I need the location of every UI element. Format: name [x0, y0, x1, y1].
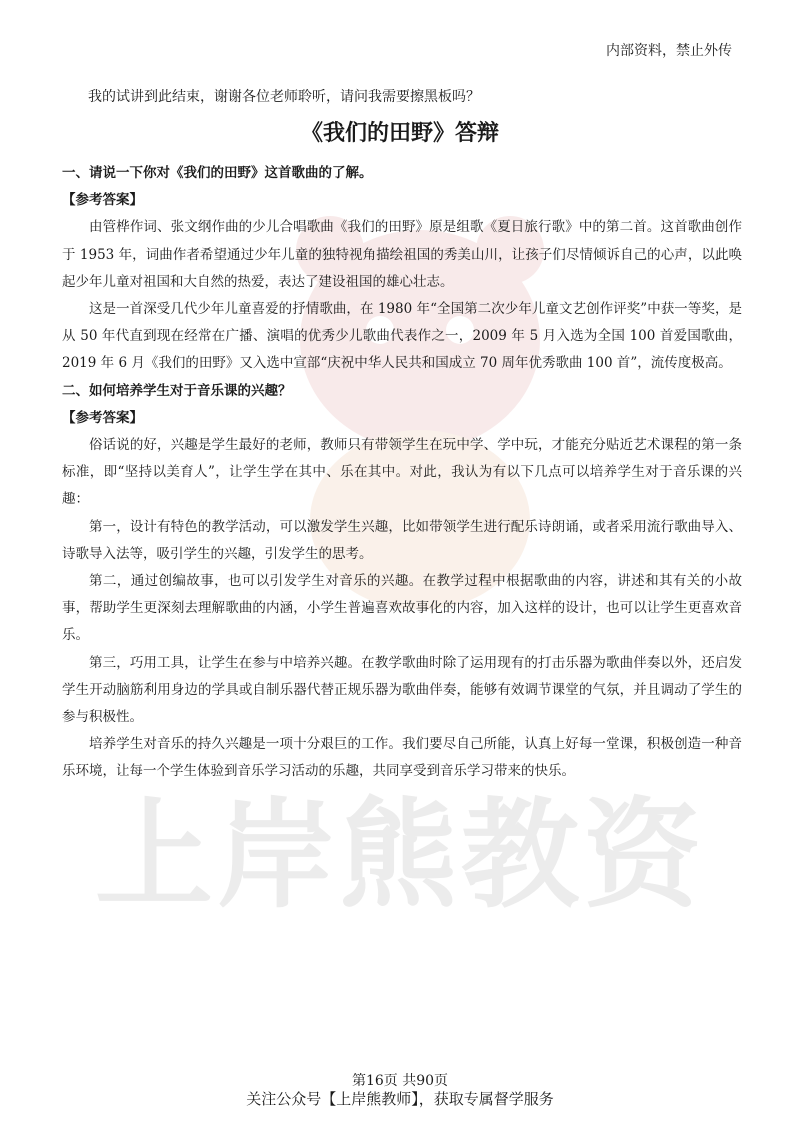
confidential-note: 内部资料，禁止外传: [606, 43, 732, 59]
page-number: 第16页 共90页: [351, 1073, 449, 1089]
question-2: 二、如何培养学生对于音乐课的兴趣？: [62, 382, 292, 399]
page-footer: [0, 1072, 800, 1108]
answer-2-paragraph-3: 第二，通过创编故事，也可以引发学生对音乐的兴趣。在教学过程中根据歌曲的内容，讲述和其有关的小故事，帮助学生更深刻去理解歌曲的内涵，小学生普遍喜欢故事化的内容，加入这样的设计，也可以让学生更喜欢音乐。: [62, 573, 742, 644]
answer-1-paragraph-2: 这是一首深受几代少年儿童喜爱的抒情歌曲，在 1980 年“全国第二次少年儿童文艺创作评奖”中获一等奖，是从 50 年代直到现在经常在广播、演唱的优秀少儿歌曲代表作之一，2009 年 5 月入选为全国 100 首爱国歌曲，2019 年 6 月《我们的田野》又入选中宣部“庆祝中华人民共和国成立 70 周年优秀歌曲 100 首”，流传度极高。: [62, 301, 742, 372]
document-body: [62, 160, 742, 786]
intro-line: 我的试讲到此结束，谢谢各位老师聆听，请问我需要擦黑板吗？: [88, 89, 480, 105]
question-1: 一、请说一下你对《我们的田野》这首歌曲的了解。: [62, 165, 373, 181]
answer-2-paragraph-4: 第三，巧用工具，让学生在参与中培养兴趣。在教学歌曲时除了运用现有的打击乐器为歌曲伴奏以外，还启发学生开动脑筋利用身边的学具或自制乐器代替正规乐器为歌曲伴奏，能够有效调节课堂的气氛，并且调动了学生的参与积极性。: [62, 654, 742, 726]
answer-2-paragraph-2: 第一，设计有特色的教学活动，可以激发学生兴趣，比如带领学生进行配乐诗朗诵，或者采用流行歌曲导入、诗歌导入法等，吸引学生的兴趣，引发学生的思考。: [62, 518, 742, 562]
brand-watermark: 上岸熊教资: [94, 786, 705, 924]
answer-label-2: 【参考答案】: [62, 409, 143, 426]
answer-label-1: 【参考答案】: [62, 192, 143, 209]
footer-promo: 关注公众号【上岸熊教师】，获取专属督学服务: [246, 1090, 554, 1108]
page-title: 《我们的田野》答辩: [300, 121, 499, 146]
answer-1-paragraph-1: 由管桦作词、张文纲作曲的少儿合唱歌曲《我们的田野》原是组歌《夏日旅行歌》中的第二首。这首歌曲创作于 1953 年，词曲作者希望通过少年儿童的独特视角描绘祖国的秀美山川，让孩子们尽情倾诉自己的心声，以此唤起少年儿童对祖国和大自然的热爱，表达了建设祖国的雄心壮志。: [62, 219, 743, 290]
answer-2-paragraph-1: 俗话说的好，兴趣是学生最好的老师，教师只有带领学生在玩中学、学中玩，才能充分贴近艺术课程的第一条标准，即“坚持以美育人”，让学生学在其中、乐在其中。对此，我认为有以下几点可以培养学生对于音乐课的兴趣：: [62, 437, 742, 508]
answer-2-paragraph-5: 培养学生对音乐的持久兴趣是一项十分艰巨的工作。我们要尽自己所能，认真上好每一堂课，积极创造一种音乐环境，让每一个学生体验到音乐学习活动的乐趣，共同享受到音乐学习带来的快乐。: [62, 736, 742, 780]
